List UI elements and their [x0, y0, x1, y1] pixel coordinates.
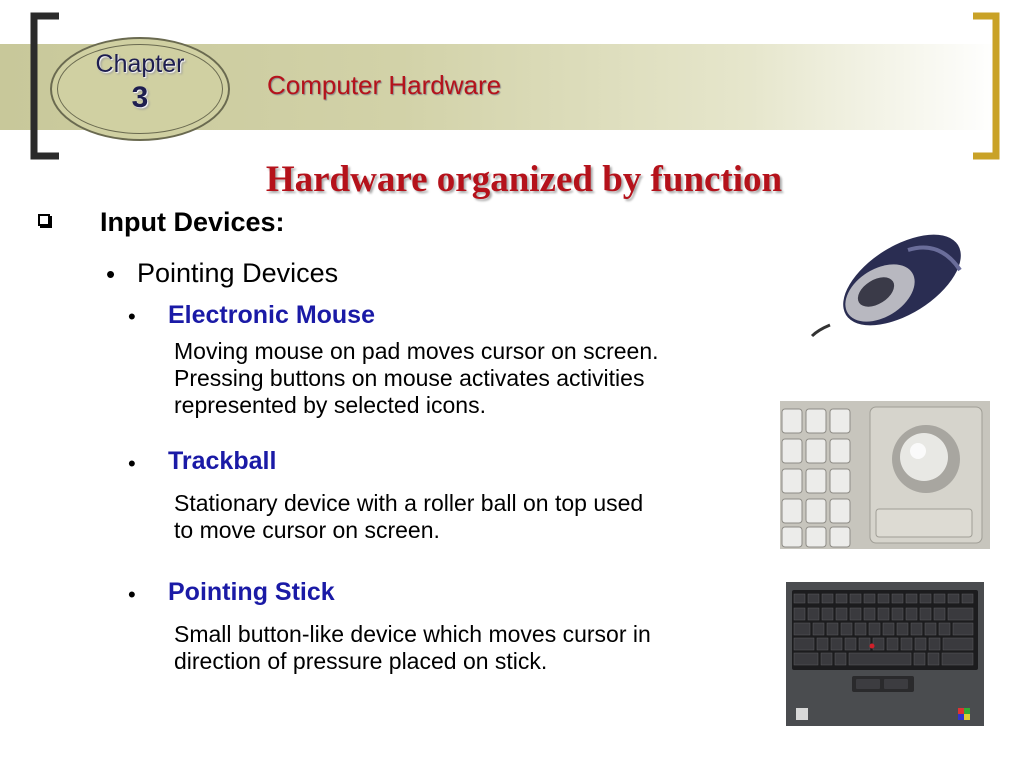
bullet-icon: • [128, 451, 136, 476]
right-bracket-icon [968, 12, 1004, 160]
pointing-stick-keyboard-photo [786, 582, 984, 726]
chapter-number: 3 [131, 81, 149, 114]
item-label-trackball: Trackball [168, 447, 277, 475]
slide-title: Hardware organized by function [265, 159, 783, 200]
item-label-mouse: Electronic Mouse [168, 301, 375, 329]
chapter-label: Chapter [95, 50, 185, 78]
item-desc-trackball: Stationary device with a roller ball on top used to move cursor on screen. [174, 490, 644, 543]
item-desc-mouse: Moving mouse on pad moves cursor on screen. Pressing buttons on mouse activates activities represented by selected icons. [174, 338, 659, 418]
trackball-photo [780, 401, 990, 549]
checkbox-bullet-icon [38, 214, 50, 226]
bullet-icon: • [128, 582, 136, 607]
level1-heading: Input Devices: [100, 207, 285, 237]
item-desc-pointing-stick: Small button-like device which moves cursor in direction of pressure placed on stick. [174, 621, 651, 674]
item-label-pointing-stick: Pointing Stick [168, 578, 335, 606]
level2-heading: Pointing Devices [137, 258, 339, 288]
mouse-photo [810, 230, 970, 340]
bullet-icon: • [106, 259, 116, 289]
bullet-icon: • [128, 304, 136, 329]
chapter-badge [50, 37, 230, 141]
course-title: Computer Hardware [267, 70, 502, 100]
